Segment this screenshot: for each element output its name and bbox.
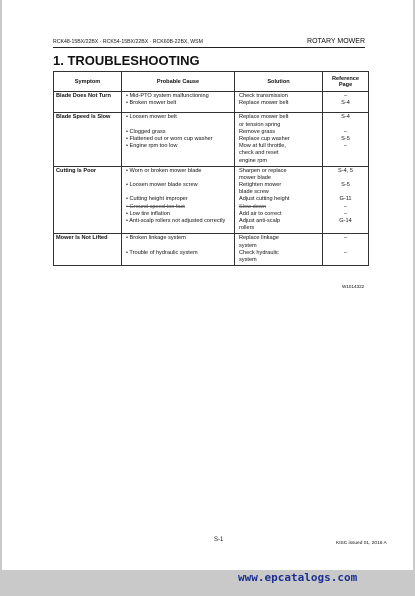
reference-line: – <box>343 249 348 256</box>
cause-cell <box>122 234 235 266</box>
solution-line: Replace mower belt <box>239 114 289 121</box>
cause-line <box>123 243 233 250</box>
solution-line: Check hydraulic <box>239 249 279 256</box>
reference-line: S-4 <box>341 100 350 107</box>
cause-line: • Cutting height improper <box>126 196 188 203</box>
solution-line: blade screw <box>239 189 269 196</box>
reference-line <box>324 243 367 250</box>
reference-line <box>324 158 367 165</box>
col-header-symptom: Symptom <box>54 72 122 92</box>
document-code: W1014322 <box>342 284 365 289</box>
solution-line: Retighten mower <box>239 182 282 189</box>
solution-line: Mow at full throttle, <box>239 143 286 150</box>
cause-cell <box>122 166 235 234</box>
reference-line <box>324 150 367 157</box>
solution-line: rollers <box>239 225 255 232</box>
reference-line: – <box>343 93 348 99</box>
reference-line: – <box>343 143 348 150</box>
reference-line: S-5 <box>341 182 350 189</box>
watermark-link[interactable]: www.epcatalogs.com <box>238 571 358 584</box>
reference-line: G-14 <box>339 218 352 224</box>
solution-line: Add air to correct <box>239 210 282 217</box>
cause-line <box>123 122 233 129</box>
solution-line: Replace linkage <box>239 235 279 242</box>
cause-line: • Flattened out or worn cup washer <box>126 135 213 142</box>
cause-line: • Loosen mower belt <box>126 114 177 121</box>
reference-line: – <box>343 235 348 242</box>
symptom-cell: Mower Is Not Lifted <box>54 234 122 266</box>
table-row <box>54 234 369 266</box>
reference-line <box>324 122 367 129</box>
header-section: ROTARY MOWER <box>307 38 365 45</box>
solution-line: mower blade <box>239 174 272 181</box>
running-header <box>53 37 365 48</box>
cause-line <box>123 158 233 165</box>
reference-line: G-11 <box>339 196 352 203</box>
cause-line <box>123 225 233 232</box>
symptom-cell: Cutting Is Poor <box>54 166 122 234</box>
solution-line: Replace cup washer <box>239 135 290 142</box>
reference-line: S-5 <box>341 135 350 142</box>
reference-line <box>324 225 367 232</box>
reference-line <box>324 189 367 196</box>
cause-line: • Loosen mower blade screw <box>126 182 198 189</box>
col-header-solution: Solution <box>235 72 323 92</box>
reference-line: S-4 <box>341 114 350 121</box>
solution-line: Check transmission <box>239 93 288 99</box>
cause-line: • Broken mower belt <box>126 100 177 107</box>
reference-cell <box>323 92 369 113</box>
cause-line: • Ground speed too fast <box>126 203 185 210</box>
cause-line: • Engine rpm too low <box>126 143 178 150</box>
table-header-row <box>54 72 369 92</box>
troubleshooting-table <box>53 71 369 266</box>
reference-line: S-4, 5 <box>338 167 353 174</box>
table-row <box>54 113 369 166</box>
solution-line: Slow down <box>239 203 267 210</box>
symptom-cell: Blade Speed Is Slow <box>54 113 122 166</box>
reference-line: – <box>343 210 348 217</box>
cause-line: • Clogged grass <box>126 128 166 135</box>
reference-line: – <box>343 203 348 210</box>
reference-line <box>324 175 367 182</box>
solution-line: Adjust anti-scalp <box>239 218 281 224</box>
page-number: S-1 <box>214 537 224 543</box>
solution-cell <box>235 113 323 166</box>
issue-label: KISC issued 01, 2016 A <box>336 541 387 546</box>
col-header-cause: Probable Cause <box>122 72 235 92</box>
cause-line <box>123 150 233 157</box>
col-header-reference: Reference Page <box>323 72 369 92</box>
solution-line: engine rpm <box>239 157 267 164</box>
solution-line: Replace mower belt <box>239 100 289 107</box>
cause-cell <box>122 113 235 166</box>
solution-line: system <box>239 242 257 249</box>
cause-line: • Mid-PTO system malfunctioning <box>126 93 209 99</box>
cause-line: • Anti-scalp rollers not adjusted correctly <box>126 218 226 224</box>
cause-line: • Worn or broken mower blade <box>126 167 202 174</box>
cause-line: • Low tire inflation <box>126 210 170 217</box>
solution-line: Remove grass <box>239 128 276 135</box>
reference-cell <box>323 234 369 266</box>
solution-cell <box>235 234 323 266</box>
cause-line <box>123 189 233 196</box>
reference-line: – <box>343 128 348 135</box>
solution-cell <box>235 92 323 113</box>
table-row <box>54 92 369 113</box>
reference-cell <box>323 113 369 166</box>
cause-line <box>123 175 233 182</box>
cause-line: • Broken linkage system <box>126 235 186 242</box>
cause-line: • Trouble of hydraulic system <box>126 249 198 256</box>
solution-line: Adjust cutting height <box>239 196 290 203</box>
solution-line: system <box>239 256 257 263</box>
reference-line <box>324 257 367 264</box>
table-row <box>54 166 369 234</box>
reference-cell <box>323 166 369 234</box>
manual-page <box>2 0 413 570</box>
solution-line: check and reset <box>239 150 279 157</box>
cause-line <box>123 257 233 264</box>
page-title: 1. TROUBLESHOOTING <box>53 53 200 68</box>
cause-cell <box>122 92 235 113</box>
header-models: RCK48-15BX/22BX · RCK54-15BX/22BX · RCK60B-22BX, WSM <box>53 39 203 45</box>
solution-line: or tension spring <box>239 121 281 128</box>
solution-cell <box>235 166 323 234</box>
symptom-cell: Blade Does Not Turn <box>54 92 122 113</box>
solution-line: Sharpen or replace <box>239 167 287 174</box>
